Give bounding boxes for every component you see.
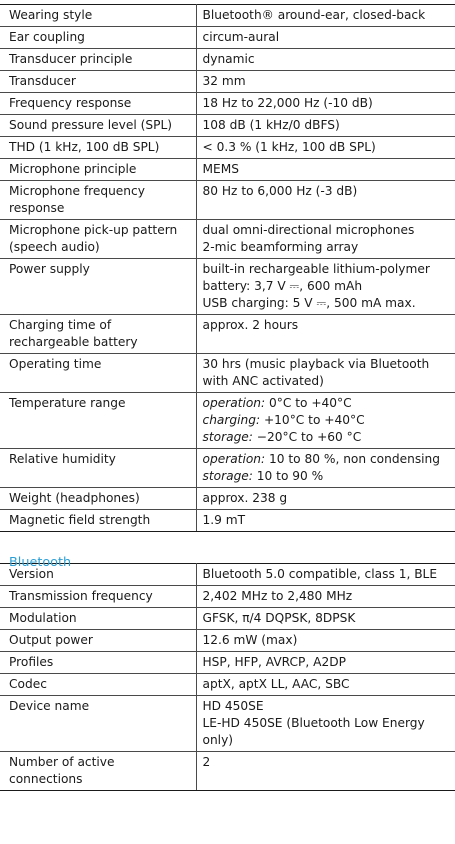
- spec-value-qualifier: charging:: [202, 413, 261, 427]
- spec-label: Relative humidity: [0, 449, 196, 488]
- spec-value-text: 0°C to +40°C: [265, 396, 352, 410]
- bluetooth-specs-table: [0, 563, 455, 791]
- spec-value-line: [203, 451, 452, 468]
- spec-value-qualifier: storage:: [202, 469, 253, 483]
- spec-value-line: MEMS: [202, 162, 239, 176]
- spec-value: [196, 27, 455, 49]
- spec-label: Sound pressure level (SPL): [0, 115, 196, 137]
- spec-value-line: USB charging: 5 V ⎓, 500 mA max.: [202, 296, 416, 310]
- spec-value-line: HSP, HFP, AVRCP, A2DP: [202, 655, 346, 669]
- spec-value: [196, 652, 455, 674]
- spec-label: Microphone principle: [0, 159, 196, 181]
- spec-label: Power supply: [0, 259, 196, 315]
- spec-value-text: 10 to 90 %: [252, 469, 324, 483]
- spec-value: [196, 608, 455, 630]
- spec-row: [0, 93, 455, 115]
- spec-row: [0, 630, 455, 652]
- spec-label: Transducer: [0, 71, 196, 93]
- spec-value-line: built-in rechargeable lithium-polymer: [202, 262, 430, 276]
- spec-value-qualifier: operation:: [202, 452, 266, 466]
- spec-value-line: [203, 429, 452, 446]
- spec-label: Ear coupling: [0, 27, 196, 49]
- spec-row: [0, 449, 455, 488]
- spec-row: [0, 220, 455, 259]
- spec-value-qualifier: operation:: [202, 396, 266, 410]
- spec-row: [0, 259, 455, 315]
- spec-value: [196, 449, 455, 488]
- spec-label: Weight (headphones): [0, 488, 196, 510]
- spec-value-line: approx. 238 g: [202, 491, 288, 505]
- spec-value: [196, 510, 455, 532]
- spec-value-line: LE-HD 450SE (Bluetooth Low Energy only): [202, 716, 425, 747]
- spec-label: Modulation: [0, 608, 196, 630]
- spec-value-line: 32 mm: [202, 74, 246, 88]
- spec-row: [0, 393, 455, 449]
- spec-value: [196, 674, 455, 696]
- spec-value-line: HD 450SE: [202, 699, 264, 713]
- spec-value-line: dual omni-directional microphones: [202, 223, 415, 237]
- spec-row: [0, 181, 455, 220]
- spec-value-line: 30 hrs (music playback via Bluetooth with ANC activated): [202, 357, 430, 388]
- spec-value: [196, 137, 455, 159]
- spec-value-line: [203, 395, 452, 412]
- spec-label: Number of active connections: [0, 752, 196, 791]
- spec-label: Microphone frequency response: [0, 181, 196, 220]
- spec-value: [196, 488, 455, 510]
- spec-value: [196, 93, 455, 115]
- spec-row: [0, 674, 455, 696]
- spec-value-line: aptX, aptX LL, AAC, SBC: [202, 677, 350, 691]
- spec-value: [196, 564, 455, 586]
- spec-label: Device name: [0, 696, 196, 752]
- spec-row: [0, 510, 455, 532]
- spec-value-qualifier: storage:: [202, 430, 253, 444]
- spec-label: Temperature range: [0, 393, 196, 449]
- spec-row: [0, 586, 455, 608]
- spec-row: [0, 71, 455, 93]
- bluetooth-section-title: Bluetooth: [9, 555, 72, 570]
- spec-value-line: GFSK, π/4 DQPSK, 8DPSK: [202, 611, 356, 625]
- spec-row: [0, 115, 455, 137]
- spec-value-line: approx. 2 hours: [202, 318, 299, 332]
- spec-value-line: 80 Hz to 6,000 Hz (-3 dB): [202, 184, 358, 198]
- spec-value: [196, 259, 455, 315]
- spec-row: [0, 5, 455, 27]
- spec-value-line: < 0.3 % (1 kHz, 100 dB SPL): [202, 140, 376, 154]
- spec-label: Transducer principle: [0, 49, 196, 71]
- spec-row: [0, 696, 455, 752]
- spec-value-line: dynamic: [202, 52, 255, 66]
- spec-value-line: Bluetooth 5.0 compatible, class 1, BLE: [202, 567, 438, 581]
- spec-value: [196, 159, 455, 181]
- spec-row: [0, 652, 455, 674]
- spec-value: [196, 630, 455, 652]
- spec-label: Profiles: [0, 652, 196, 674]
- spec-row: [0, 137, 455, 159]
- spec-value-line: 12.6 mW (max): [202, 633, 298, 647]
- spec-value: [196, 181, 455, 220]
- spec-value-text: 10 to 80 %, non condensing: [265, 452, 441, 466]
- spec-label: Codec: [0, 674, 196, 696]
- spec-row: [0, 488, 455, 510]
- spec-value-line: 18 Hz to 22,000 Hz (-10 dB): [202, 96, 373, 110]
- spec-value: [196, 49, 455, 71]
- spec-value-line: 1.9 mT: [202, 513, 246, 527]
- spec-value-line: Bluetooth® around-ear, closed-back: [202, 8, 426, 22]
- spec-value: [196, 220, 455, 259]
- spec-label: THD (1 kHz, 100 dB SPL): [0, 137, 196, 159]
- spec-label: Frequency response: [0, 93, 196, 115]
- spec-row: [0, 354, 455, 393]
- spec-value-line: 2: [202, 755, 211, 769]
- spec-label: Charging time of rechargeable battery: [0, 315, 196, 354]
- spec-label: Version: [0, 564, 196, 586]
- spec-value: [196, 696, 455, 752]
- spec-value-text: +10°C to +40°C: [260, 413, 365, 427]
- spec-value: [196, 115, 455, 137]
- spec-value: [196, 586, 455, 608]
- spec-value-line: circum-aural: [202, 30, 280, 44]
- spec-value-line: [203, 468, 452, 485]
- spec-value: [196, 752, 455, 791]
- spec-label: Transmission frequency: [0, 586, 196, 608]
- spec-value: [196, 5, 455, 27]
- spec-value: [196, 354, 455, 393]
- spec-value-line: battery: 3,7 V ⎓, 600 mAh: [202, 279, 363, 293]
- spec-value-line: 2,402 MHz to 2,480 MHz: [202, 589, 353, 603]
- spec-value-line: [203, 412, 452, 429]
- spec-label: Operating time: [0, 354, 196, 393]
- spec-label: Output power: [0, 630, 196, 652]
- spec-value-line: 108 dB (1 kHz/0 dBFS): [202, 118, 340, 132]
- spec-value-line: 2-mic beamforming array: [202, 240, 359, 254]
- specs-table: [0, 4, 455, 532]
- spec-row: [0, 608, 455, 630]
- spec-row: [0, 752, 455, 791]
- spec-label: Magnetic field strength: [0, 510, 196, 532]
- spec-value-text: −20°C to +60 °C: [252, 430, 362, 444]
- spec-value: [196, 393, 455, 449]
- spec-row: [0, 159, 455, 181]
- spec-row: [0, 315, 455, 354]
- spec-label: Wearing style: [0, 5, 196, 27]
- spec-row: [0, 49, 455, 71]
- spec-label: Microphone pick-up pattern (speech audio): [0, 220, 196, 259]
- spec-value: [196, 71, 455, 93]
- spec-row: [0, 27, 455, 49]
- spec-value: [196, 315, 455, 354]
